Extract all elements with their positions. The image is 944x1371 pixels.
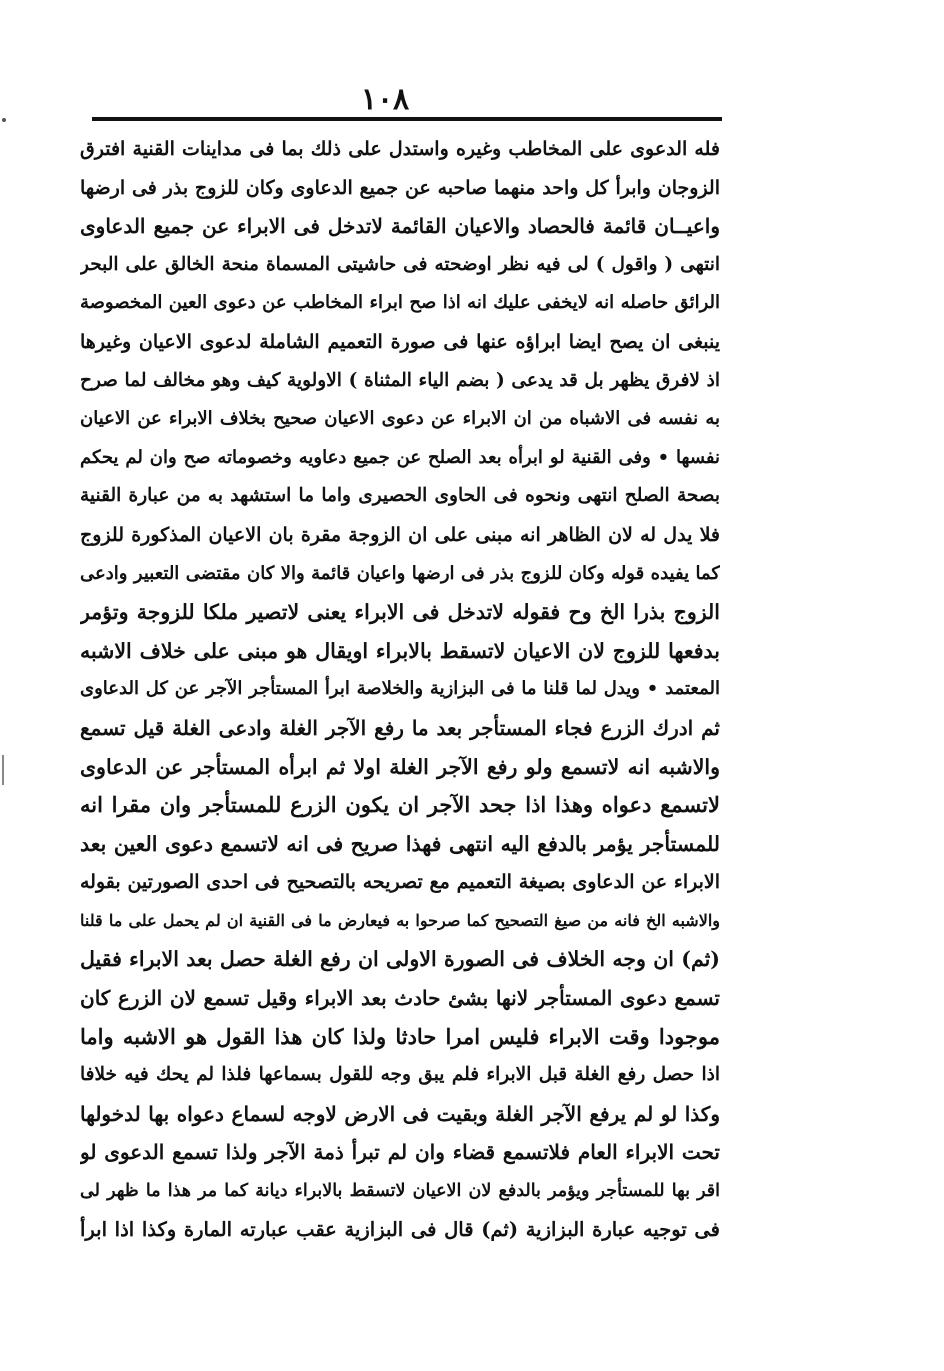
text-line: موجودا وقت الابراء فليس امرا حادثا ولذا كان هذا القول هو الاشبه واما [80,1023,720,1049]
text-line: واعيــان قائمة فالحصاد والاعيان القائمة لاتدخل فى الابراء عن جميع الدعاوى [80,214,720,239]
text-line: للمستأجر يؤمر بالدفع اليه انتهى فهذا صريح فى انه لاتسمع دعوى العين بعد [80,831,720,856]
header-rule [92,117,722,121]
page-number: ١٠٨ [360,82,410,117]
text-line: الزوج بذرا الخ وح فقوله لاتدخل فى الابراء يعنى لاتصير ملكا للزوجة وتؤمر [80,600,720,625]
text-line: الزوجان وابرأ كل واحد منهما صاحبه عن جميع الدعاوى وكان للزوج بذر فى ارضها [80,176,720,199]
text-line: تحت الابراء العام فلاتسمع قضاء وان لم تبرأ ذمة الآجر ولذا تسمع الدعوى لو [80,1140,720,1165]
text-line: انتهى ( واقول ) لى فيه نظر اوضحته فى حاشيتى المسماة منحة الخالق على البحر [80,253,720,275]
text-line: به نفسه فى الاشباه من ان الابراء عن دعوى الاعيان صحيح بخلاف الابراء عن الاعيان [80,408,720,430]
text-line: لاتسمع دعواه وهذا اذا جحد الآجر ان يكون الزرع للمستأجر وان مقرا انه [80,792,720,818]
text-line: ثم ادرك الزرع فجاء المستأجر بعد ما رفع الآجر الغلة وادعى الغلة قيل تسمع [80,715,720,740]
text-line: الرائق حاصله انه لايخفى عليك انه اذا صح ابراء المخاطب عن دعوى العين المخصوصة [80,292,720,314]
text-line: المعتمد • ويدل لما قلنا ما فى البزازية والخلاصة ابرأ المستأجر الآجر عن كل الدعاوى [80,678,720,700]
text-line: فله الدعوى على المخاطب وغيره واستدل على ذلك بما فى مداينات القنية افترق [80,138,720,160]
text-line: بصحة الصلح انتهى ونحوه فى الحاوى الحصيرى واما ما استشهد به من عبارة القنية [80,485,720,507]
scan-margin-mark [2,755,4,785]
text-line: فى توجيه عبارة البزازية (ثم) قال فى البزازية عقب عبارته المارة وكذا اذا ابرأ [80,1217,720,1241]
text-line: تسمع دعوى المستأجر لانها بشئ حادث بعد الابراء وقيل تسمع لان الزرع كان [80,986,720,1011]
text-line: (ثم) ان وجه الخلاف فى الصورة الاولى ان رفع الغلة حصل بعد الابراء فقيل [80,947,720,972]
text-line: ينبغى ان يصح ايضا ابراؤه عنها فى صورة التعميم الشاملة لدعوى الاعيان وغيرها [80,330,720,353]
text-line: الابراء عن الدعاوى بصيغة التعميم مع تصريحه بالتصحيح فى احدى الصورتين بقوله [80,871,720,894]
text-line: اذا حصل رفع الغلة قبل الابراء فلم يبق وجه للقول بسماعها فلذا لم يحك فيه خلافا [80,1064,720,1086]
text-line: والاشبه انه لاتسمع ولو رفع الآجر الغلة اولا ثم ابرأه المستأجر عن الدعاوى [80,754,720,779]
text-line: اقر بها للمستأجر ويؤمر بالدفع لان الاعيان لاتسقط بالابراء ديانة كما مر هذا ما ظهر لى [80,1181,720,1202]
text-line: بدفعها للزوج لان الاعيان لاتسقط بالابراء اويقال هو مبنى على خلاف الاشبه [80,638,720,663]
text-line: وكذا لو لم يرفع الآجر الغلة وبقيت فى الارض لاوجه لسماع دعواه بها لدخولها [80,1101,720,1126]
text-line: كما يفيده قوله وكان للزوج بذر فى ارضها واعيان قائمة والا كان مقتضى التعبير وادعى [80,562,720,584]
scan-speck [2,118,6,122]
text-line: نفسها • وفى القنية لو ابرأه بعد الصلح عن جميع دعاويه وخصوماته صح وان لم يحكم [80,446,720,468]
body-text [80,130,720,1249]
text-line: والاشبه الخ فانه من صيغ التصحيح كما صرحوا به فيعارض ما فى القنية ان لم يحمل على ما قلنا [80,910,720,930]
text-line: فلا يدل له لان الظاهر انه مبنى على ان الزوجة مقرة بان الاعيان المذكورة للزوج [80,523,720,546]
text-line: اذ لافرق يظهر بل قد يدعى ( بضم الياء المثناة ) الاولوية كيف وهو مخالف لما صرح [80,369,720,391]
